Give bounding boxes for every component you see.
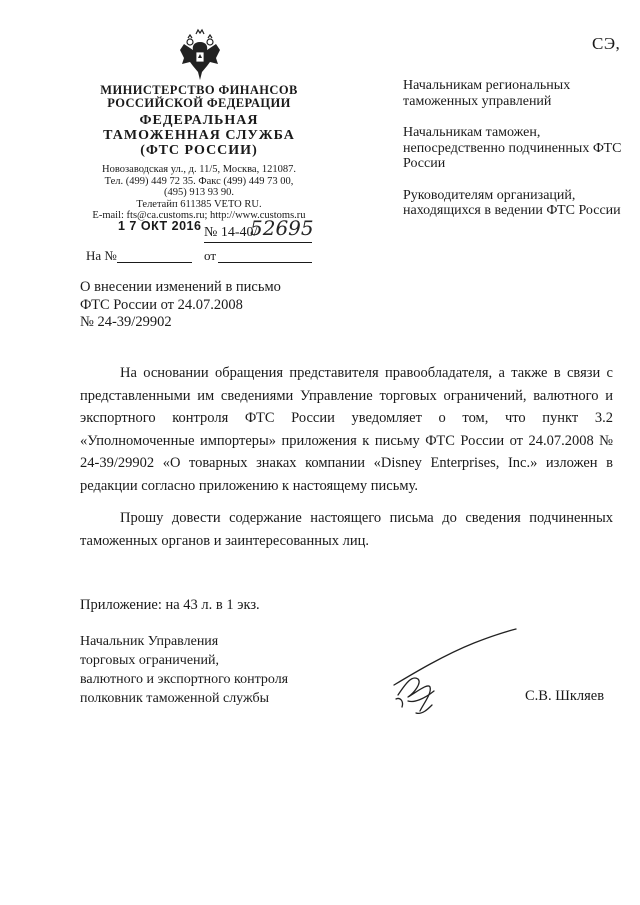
address-line: Тел. (499) 449 72 35. Факс (499) 449 73 00,: [104, 175, 294, 187]
reference-line: [117, 262, 192, 263]
addressee: Начальникам таможен, непосредственно подчиненных ФТС России: [403, 125, 622, 171]
date-stamp: 1 7 ОКТ 2016: [118, 219, 202, 233]
signatory-line: валютного и экспортного контроля: [80, 672, 289, 687]
body-paragraph: На основании обращения представителя правообладателя, а также в связи с представленными им сведениями Управление торговых ограничений, валютного и экспортного контроля ФТС России уведомляет о том, что пункт 3.2 «Уполномоченные импортеры» приложения к письму ФТС России от 24.07.2008 № 24-39/29902 «О товарных знаках компании «Disney Enterprises, Inc.» изложен в редакции согласно приложению к настоящему письму.: [80, 365, 613, 494]
address-line: E-mail: fts@ca.customs.ru; http://www.customs.ru: [92, 210, 306, 221]
service-line: ТАМОЖЕННАЯ СЛУЖБА: [103, 128, 295, 143]
subject: [80, 279, 310, 332]
subject-line: О внесении изменений в письмо: [80, 279, 281, 295]
service-title: [92, 113, 306, 158]
handwritten-signature: [384, 625, 520, 721]
address-line: Телетайп 611385 VETO RU.: [136, 198, 262, 210]
subject-line: ФТС России от 24.07.2008: [80, 296, 243, 313]
address-line: Новозаводская ул., д. 11/5, Москва, 121087.: [102, 164, 296, 175]
coat-of-arms-icon: [176, 28, 224, 84]
subject-line: № 24-39/29902: [80, 314, 172, 330]
handwritten-number: 52695: [250, 216, 314, 240]
from-line: [218, 262, 312, 263]
service-line: (ФТС РОССИИ): [140, 143, 258, 158]
addressee: Руководителям организаций, находящихся в ведении ФТС России: [403, 187, 621, 218]
contact-address: [82, 164, 316, 222]
letter-body: [80, 362, 613, 552]
address-line: (495) 913 93 90.: [164, 187, 234, 198]
ministry-line: МИНИСТЕРСТВО ФИНАНСОВ: [100, 83, 298, 97]
from-label: от: [204, 248, 217, 263]
signatory-title: [80, 632, 330, 708]
signatory-line: торговых ограничений,: [80, 653, 220, 668]
attachment-note: Приложение: на 43 л. в 1 экз.: [80, 597, 260, 613]
signer-name: С.В. Шкляев: [525, 688, 605, 704]
ministry-line: РОССИЙСКОЙ ФЕДЕРАЦИИ: [107, 96, 291, 110]
signatory-line: полковник таможенной службы: [80, 691, 270, 706]
addressee-block: [403, 78, 633, 235]
ministry-title: [88, 84, 310, 110]
number-underline: [204, 242, 312, 243]
corner-mark: СЭ,: [592, 34, 621, 53]
body-paragraph: Прошу довести содержание настоящего письма до сведения подчиненных таможенных органов и заинтересованных лиц.: [80, 510, 613, 549]
signatory-line: Начальник Управления: [80, 634, 219, 649]
reference-label: На №: [86, 248, 117, 263]
addressee: Начальникам региональных таможенных управлений: [403, 78, 571, 109]
service-line: ФЕДЕРАЛЬНАЯ: [139, 113, 259, 128]
registration-number-prefix: № 14-40/: [204, 225, 258, 240]
